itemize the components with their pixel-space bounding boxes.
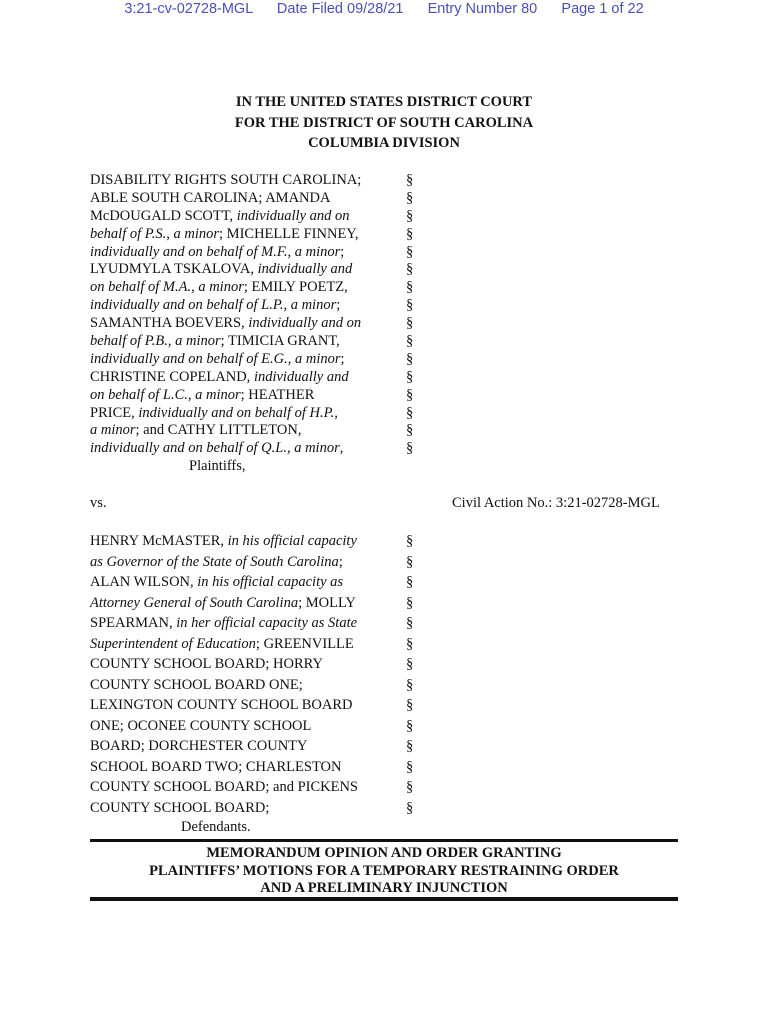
section-symbol: §: [406, 799, 414, 816]
plaintiffs-list: [90, 172, 361, 458]
section-symbol: §: [406, 440, 414, 457]
party-text-segment: HENRY McMASTER,: [90, 533, 228, 549]
plaintiff-line: [90, 422, 361, 440]
party-text-segment: ; HEATHER: [240, 386, 315, 403]
order-title-line-2: PLAINTIFFS’ MOTIONS FOR A TEMPORARY RESTRAINING ORDER: [149, 862, 619, 879]
party-text-segment: individually and on behalf of L.P., a minor: [90, 297, 337, 314]
section-symbol: §: [406, 422, 414, 439]
section-symbol: §: [406, 615, 414, 631]
section-symbol: §: [406, 297, 414, 314]
defendants-section-column: [406, 531, 413, 818]
section-symbol: §: [406, 533, 414, 549]
section-symbol: §: [406, 717, 414, 734]
defendant-line: [90, 777, 358, 798]
party-text-segment: LEXINGTON COUNTY SCHOOL BOARD: [90, 697, 353, 713]
plaintiff-line: [90, 244, 361, 262]
order-title-line-1: MEMORANDUM OPINION AND ORDER GRANTING: [206, 845, 562, 861]
title-rule-bottom: [90, 897, 678, 901]
plaintiffs-section-column: [406, 172, 413, 458]
party-text-segment: ; TIMICIA GRANT,: [220, 333, 340, 350]
party-text-segment: ALAN WILSON,: [90, 574, 198, 590]
party-text-segment: McDOUGALD SCOTT,: [90, 207, 237, 224]
plaintiff-line: [90, 405, 361, 423]
defendant-line: [90, 654, 358, 675]
party-text-segment: individually and on behalf of E.G., a minor: [90, 350, 341, 367]
party-text-segment: individually and on behalf of Q.L., a minor: [90, 440, 340, 457]
party-text-segment: ONE; OCONEE COUNTY SCHOOL: [90, 717, 312, 734]
section-symbol: §: [406, 594, 414, 611]
section-symbol: §: [406, 189, 414, 206]
defendant-line: [90, 593, 358, 614]
party-text-segment: individually and on: [248, 315, 362, 332]
entry-number: Entry Number 80: [427, 1, 538, 17]
party-text-segment: SPEARMAN,: [90, 615, 177, 631]
plaintiff-line: [90, 172, 361, 190]
party-text-segment: COUNTY SCHOOL BOARD;: [90, 799, 270, 816]
party-text-segment: SCHOOL BOARD TWO; CHARLESTON: [90, 758, 342, 775]
section-symbol: §: [406, 333, 414, 350]
defendant-line: [90, 531, 358, 552]
defendant-line: [90, 675, 358, 696]
section-symbol: §: [406, 553, 414, 570]
plaintiff-line: [90, 279, 361, 297]
order-title: [90, 845, 678, 898]
party-text-segment: individually and: [257, 261, 353, 278]
party-text-segment: ; EMILY POETZ,: [243, 279, 348, 296]
section-symbol: §: [406, 243, 414, 260]
section-symbol: §: [406, 172, 414, 188]
party-text-segment: individually and on behalf of H.P.,: [138, 404, 338, 421]
case-number: 3:21-cv-02728-MGL: [124, 1, 253, 17]
versus: vs.: [90, 495, 107, 511]
party-text-segment: BOARD; DORCHESTER COUNTY: [90, 738, 308, 754]
section-symbol: §: [406, 315, 414, 332]
party-text-segment: CHRISTINE COPELAND,: [90, 368, 254, 385]
section-symbol: §: [406, 261, 414, 278]
defendant-line: [90, 716, 358, 737]
defendants-list: [90, 531, 358, 818]
section-symbol: §: [406, 574, 414, 590]
party-text-segment: COUNTY SCHOOL BOARD; and PICKENS: [90, 779, 358, 795]
plaintiff-line: [90, 297, 361, 315]
party-text-segment: LYUDMYLA TSKALOVA,: [90, 261, 258, 278]
plaintiff-line: [90, 351, 361, 369]
court-caption: [0, 92, 768, 154]
party-text-segment: ;: [340, 350, 345, 367]
defendant-line: [90, 572, 358, 593]
party-text-segment: COUNTY SCHOOL BOARD; HORRY: [90, 656, 323, 672]
civil-action-number: Civil Action No.: 3:21-02728-MGL: [452, 495, 660, 511]
party-text-segment: ;: [340, 243, 345, 260]
party-text-segment: ; GREENVILLE: [255, 635, 354, 652]
section-symbol: §: [406, 676, 414, 693]
party-text-segment: DISABILITY RIGHTS SOUTH CAROLINA;: [90, 172, 362, 188]
party-text-segment: individually and on: [236, 207, 350, 224]
section-symbol: §: [406, 758, 414, 775]
party-text-segment: as Governor of the State of South Carolina: [90, 553, 339, 570]
party-text-segment: a minor: [90, 422, 136, 439]
party-text-segment: in his official capacity as: [197, 574, 344, 590]
section-symbol: §: [406, 404, 414, 421]
plaintiff-line: [90, 315, 361, 333]
party-text-segment: behalf of P.B., a minor: [90, 333, 221, 350]
page-number: Page 1 of 22: [561, 1, 644, 17]
party-text-segment: ABLE SOUTH CAROLINA; AMANDA: [90, 189, 331, 206]
court-division: COLUMBIA DIVISION: [308, 135, 460, 151]
defendant-line: [90, 695, 358, 716]
party-text-segment: COUNTY SCHOOL BOARD ONE;: [90, 676, 303, 693]
party-text-segment: on behalf of M.A., a minor: [90, 279, 244, 296]
defendant-line: [90, 552, 358, 573]
plaintiff-line: [90, 387, 361, 405]
plaintiff-line: [90, 226, 361, 244]
section-symbol: §: [406, 738, 414, 754]
party-text-segment: Superintendent of Education: [90, 635, 256, 652]
section-symbol: §: [406, 350, 414, 367]
party-text-segment: Attorney General of South Carolina: [90, 594, 299, 611]
section-symbol: §: [406, 207, 414, 224]
party-text-segment: individually and: [253, 368, 349, 385]
filing-stamp: [0, 0, 768, 18]
party-text-segment: in his official capacity: [227, 533, 357, 549]
section-symbol: §: [406, 225, 414, 242]
defendants-label: Defendants.: [181, 819, 251, 835]
title-rule-top: [90, 839, 678, 842]
plaintiff-line: [90, 333, 361, 351]
party-text-segment: ,: [339, 440, 344, 457]
section-symbol: §: [406, 279, 414, 296]
section-symbol: §: [406, 635, 414, 652]
court-line-2: FOR THE DISTRICT OF SOUTH CAROLINA: [234, 114, 534, 131]
party-text-segment: ; and CATHY LITTLETON,: [135, 422, 302, 439]
plaintiff-line: [90, 190, 361, 208]
party-text-segment: individually and on behalf of M.F., a minor: [90, 243, 341, 260]
plaintiff-line: [90, 208, 361, 226]
defendant-line: [90, 757, 358, 778]
section-symbol: §: [406, 656, 414, 672]
court-line-1: IN THE UNITED STATES DISTRICT COURT: [235, 94, 533, 110]
defendant-line: [90, 634, 358, 655]
party-text-segment: ;: [338, 553, 343, 570]
party-text-segment: behalf of P.S., a minor: [90, 225, 220, 242]
plaintiff-line: [90, 440, 361, 458]
defendant-line: [90, 798, 358, 819]
plaintiff-line: [90, 369, 361, 387]
plaintiffs-label: Plaintiffs,: [189, 458, 246, 474]
defendant-line: [90, 613, 358, 634]
party-text-segment: PRICE,: [90, 404, 139, 421]
section-symbol: §: [406, 386, 414, 403]
section-symbol: §: [406, 368, 414, 385]
party-text-segment: ;: [336, 297, 341, 314]
date-filed: Date Filed 09/28/21: [276, 1, 404, 17]
party-text-segment: on behalf of L.C., a minor: [90, 386, 241, 403]
order-title-line-3: AND A PRELIMINARY INJUNCTION: [260, 880, 508, 896]
party-text-segment: in her official capacity as State: [176, 615, 358, 631]
plaintiff-line: [90, 261, 361, 279]
party-text-segment: ; MOLLY: [298, 594, 356, 611]
party-text-segment: SAMANTHA BOEVERS,: [90, 315, 249, 332]
section-symbol: §: [406, 697, 414, 713]
defendant-line: [90, 736, 358, 757]
party-text-segment: ; MICHELLE FINNEY,: [219, 225, 359, 242]
section-symbol: §: [406, 779, 414, 795]
